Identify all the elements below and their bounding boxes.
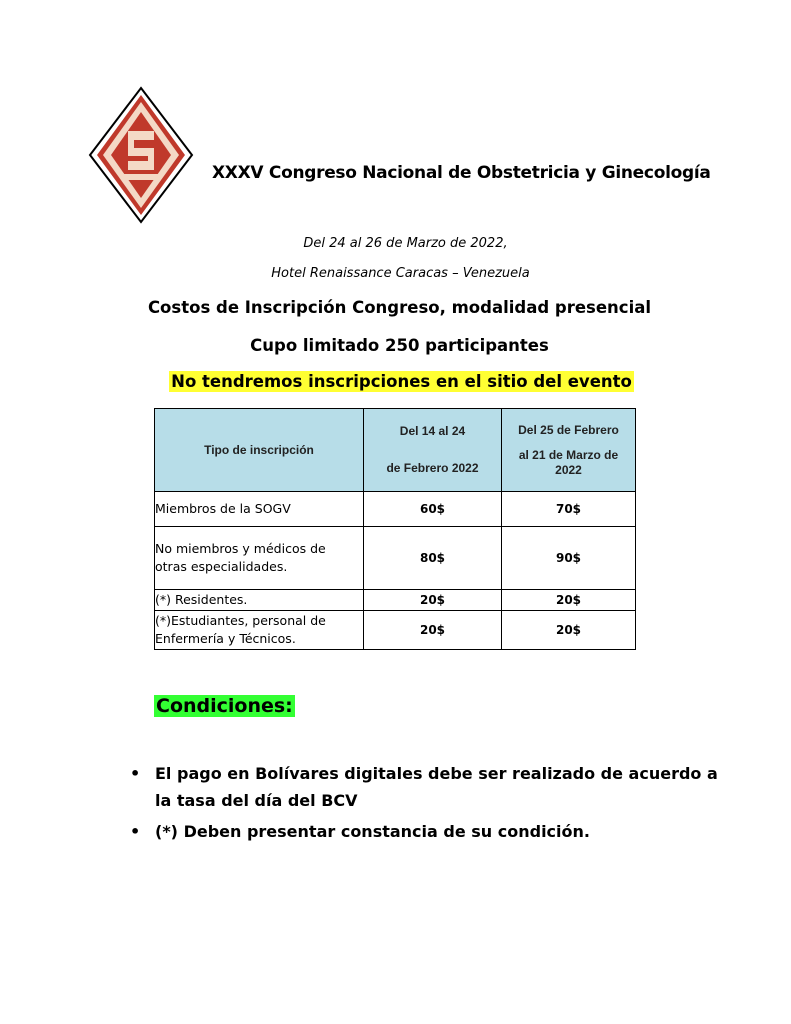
bullet-icon: • <box>130 764 141 783</box>
row-type-line1: (*) Residentes. <box>155 591 248 607</box>
row-type-line2: otras especialidades. <box>155 559 288 574</box>
event-venue: Hotel Renaissance Caracas – Venezuela <box>271 266 530 281</box>
header-period-2-line3: 2022 <box>555 462 582 477</box>
table-row <box>155 492 636 527</box>
row-price-2: 90$ <box>502 527 636 590</box>
header-period-2 <box>502 409 636 492</box>
list-item <box>130 760 730 814</box>
header-period-2-line1: Del 25 de Febrero <box>518 422 619 437</box>
sogv-logo <box>88 86 194 224</box>
header-period-2-line2: al 21 de Marzo de <box>518 447 619 462</box>
row-price-1: 20$ <box>364 590 502 611</box>
row-type <box>155 611 364 650</box>
row-price-2: 70$ <box>502 492 636 527</box>
costs-heading: Costos de Inscripción Congreso, modalidad presencial <box>147 298 652 317</box>
row-price-1: 80$ <box>364 527 502 590</box>
table-row <box>155 527 636 590</box>
row-type-line2: Enfermería y Técnicos. <box>155 631 296 646</box>
header-type: Tipo de inscripción <box>155 409 364 492</box>
bullet-icon: • <box>130 822 141 841</box>
table-row <box>155 611 636 650</box>
condition-text: (*) Deben presentar constancia de su condición. <box>155 822 590 841</box>
table-row <box>155 590 636 611</box>
row-price-2: 20$ <box>502 590 636 611</box>
event-dates: Del 24 al 26 de Marzo de 2022, <box>303 236 508 251</box>
row-price-2: 20$ <box>502 611 636 650</box>
congress-title: XXXV Congreso Nacional de Obstetricia y Ginecología <box>212 163 711 183</box>
row-price-1: 20$ <box>364 611 502 650</box>
row-type <box>155 527 364 590</box>
conditions-list <box>130 760 730 849</box>
row-price-1: 60$ <box>364 492 502 527</box>
conditions-heading: Condiciones: <box>156 695 293 717</box>
table-header-row <box>155 409 636 492</box>
list-item <box>130 818 730 845</box>
notice-wrapper <box>0 371 791 392</box>
row-type-line1: No miembros y médicos de <box>155 540 326 556</box>
row-type <box>155 492 364 527</box>
row-type-line1: Miembros de la SOGV <box>155 500 291 516</box>
header-period-1 <box>364 409 502 492</box>
onsite-notice: No tendremos inscripciones en el sitio del evento <box>171 372 632 391</box>
row-type <box>155 590 364 611</box>
header-period-1-line2: de Febrero 2022 <box>386 461 479 475</box>
fees-table <box>154 408 636 650</box>
row-type-line1: (*)Estudiantes, personal de <box>155 612 326 628</box>
header-period-1-line1: Del 14 al 24 <box>399 424 466 438</box>
capacity-note: Cupo limitado 250 participantes <box>250 336 549 355</box>
condition-text: El pago en Bolívares digitales debe ser realizado de acuerdo a la tasa del día del BCV <box>155 764 718 810</box>
